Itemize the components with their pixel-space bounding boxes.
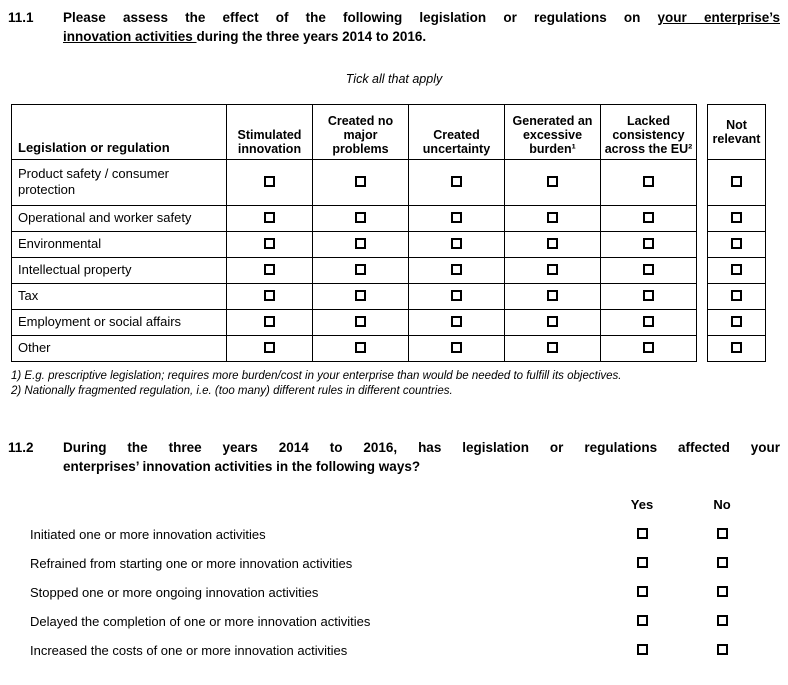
- row-label-delayed-completion: Delayed the completion of one or more innovation activities: [30, 614, 371, 629]
- table-row: [708, 232, 766, 258]
- column-header-created-no-major-problems: Created no major problems: [313, 105, 409, 160]
- checkbox[interactable]: [451, 212, 462, 223]
- checkbox[interactable]: [731, 316, 742, 327]
- checkbox[interactable]: [451, 264, 462, 275]
- question-11-2-line2: enterprises’ innovation activities in the following ways?: [63, 459, 421, 474]
- table-row: [708, 336, 766, 362]
- checkbox[interactable]: [451, 176, 462, 187]
- row-label-increased-costs: Increased the costs of one or more innovation activities: [30, 643, 348, 658]
- yes-cell: [602, 556, 682, 571]
- cell: [409, 232, 505, 258]
- cell: [313, 258, 409, 284]
- no-cell: [682, 527, 762, 542]
- checkbox[interactable]: [643, 238, 654, 249]
- cell: [313, 232, 409, 258]
- question-11-2-text: [63, 438, 780, 476]
- footnote-1: 1) E.g. prescriptive legislation; requires more burden/cost in your enterprise than would be needed to fulfill its objectives.: [11, 370, 622, 382]
- cell: [708, 284, 766, 310]
- column-header-not-relevant: Not relevant: [708, 105, 766, 160]
- no-cell: [682, 643, 762, 658]
- cell: [505, 160, 601, 206]
- checkbox[interactable]: [451, 238, 462, 249]
- yes-cell: [602, 527, 682, 542]
- legislation-table-area: [11, 104, 788, 362]
- checkbox[interactable]: [717, 557, 728, 568]
- cell: [227, 258, 313, 284]
- table-row: [708, 160, 766, 206]
- question-11-1-text: [63, 8, 780, 46]
- table-row: [12, 206, 697, 232]
- cell: [601, 284, 697, 310]
- cell: [409, 206, 505, 232]
- checkbox[interactable]: [355, 316, 366, 327]
- legislation-table: [11, 104, 697, 362]
- checkbox[interactable]: [731, 212, 742, 223]
- row-label-intellectual-property: Intellectual property: [12, 258, 227, 284]
- checkbox[interactable]: [547, 290, 558, 301]
- cell: [601, 336, 697, 362]
- question-11-1-number: 11.1: [8, 10, 34, 25]
- cell: [313, 206, 409, 232]
- table-header-row: [708, 105, 766, 160]
- footnote-2: 2) Nationally fragmented regulation, i.e. (too many) different rules in different countries.: [11, 385, 453, 397]
- checkbox[interactable]: [717, 586, 728, 597]
- list-item: [0, 549, 788, 578]
- row-label-refrained-starting: Refrained from starting one or more innovation activities: [30, 556, 353, 571]
- table-row: [708, 258, 766, 284]
- checkbox[interactable]: [643, 264, 654, 275]
- not-relevant-table: [707, 104, 766, 362]
- list-item: [0, 520, 788, 549]
- checkbox[interactable]: [355, 342, 366, 353]
- checkbox[interactable]: [547, 342, 558, 353]
- row-label-environmental: Environmental: [12, 232, 227, 258]
- checkbox[interactable]: [717, 528, 728, 539]
- cell: [505, 310, 601, 336]
- column-header-generated-excessive-burden: Generated an excessive burden¹: [505, 105, 601, 160]
- cell: [601, 310, 697, 336]
- checkbox[interactable]: [731, 342, 742, 353]
- list-item: [0, 578, 788, 607]
- question-11-2-line1: During the three years 2014 to 2016, has legislation or regulations affected your: [63, 440, 780, 455]
- spacer: [0, 497, 602, 512]
- checkbox[interactable]: [731, 264, 742, 275]
- yes-cell: [602, 643, 682, 658]
- checkbox[interactable]: [717, 644, 728, 655]
- table-row: [12, 336, 697, 362]
- cell: [313, 284, 409, 310]
- no-cell: [682, 614, 762, 629]
- table-row: [12, 160, 697, 206]
- checkbox[interactable]: [355, 176, 366, 187]
- cell: [227, 310, 313, 336]
- question-11-1-line2: [63, 27, 780, 46]
- cell: [227, 336, 313, 362]
- cell: [601, 206, 697, 232]
- checkbox[interactable]: [355, 264, 366, 275]
- cell: [227, 206, 313, 232]
- footnotes: [11, 369, 780, 399]
- cell: [313, 336, 409, 362]
- underlined-text: innovation activities: [63, 29, 197, 44]
- cell: [505, 232, 601, 258]
- cell: [409, 284, 505, 310]
- checkbox[interactable]: [717, 615, 728, 626]
- checkbox[interactable]: [264, 290, 275, 301]
- question-text: during the three years 2014 to 2016.: [196, 29, 427, 44]
- table-row: [12, 310, 697, 336]
- list-item: [0, 607, 788, 636]
- cell: [505, 336, 601, 362]
- question-11-2-rows: [0, 520, 788, 665]
- checkbox[interactable]: [643, 176, 654, 187]
- checkbox[interactable]: [355, 238, 366, 249]
- question-text: Please assess the effect of the following legislation or regulations on: [63, 10, 658, 25]
- cell: [708, 232, 766, 258]
- checkbox[interactable]: [264, 176, 275, 187]
- table-header-row: [12, 105, 697, 160]
- row-label-initiated-activities: Initiated one or more innovation activities: [30, 527, 266, 542]
- checkbox[interactable]: [451, 342, 462, 353]
- checkbox[interactable]: [547, 176, 558, 187]
- checkbox[interactable]: [264, 342, 275, 353]
- cell: [708, 310, 766, 336]
- checkbox[interactable]: [637, 528, 648, 539]
- cell: [409, 258, 505, 284]
- cell: [708, 160, 766, 206]
- column-header-lacked-consistency: Lacked consistency across the EU²: [601, 105, 697, 160]
- row-label-product-safety: Product safety / consumer protection: [12, 160, 227, 206]
- cell: [505, 258, 601, 284]
- cell: [505, 206, 601, 232]
- row-label-tax: Tax: [12, 284, 227, 310]
- no-cell: [682, 556, 762, 571]
- underlined-text: your enterprise’s: [657, 10, 780, 25]
- table-row: [12, 232, 697, 258]
- yes-cell: [602, 585, 682, 600]
- checkbox[interactable]: [264, 316, 275, 327]
- cell: [313, 310, 409, 336]
- cell: [409, 336, 505, 362]
- cell: [227, 232, 313, 258]
- cell: [601, 258, 697, 284]
- checkbox[interactable]: [643, 342, 654, 353]
- row-label-employment-social-affairs: Employment or social affairs: [12, 310, 227, 336]
- column-header-created-uncertainty: Created uncertainty: [409, 105, 505, 160]
- table-row: [12, 258, 697, 284]
- cell: [227, 160, 313, 206]
- yes-column-header: Yes: [630, 497, 654, 512]
- cell: [505, 284, 601, 310]
- cell: [601, 160, 697, 206]
- table-row: [708, 310, 766, 336]
- tick-all-instruction: Tick all that apply: [345, 72, 443, 86]
- yes-no-header: [0, 497, 788, 512]
- checkbox[interactable]: [643, 316, 654, 327]
- no-column-header: No: [713, 497, 731, 512]
- cell: [409, 310, 505, 336]
- question-11-1: [8, 8, 780, 46]
- table-row: [708, 284, 766, 310]
- row-header-label: Legislation or regulation: [12, 105, 227, 160]
- cell: [708, 258, 766, 284]
- checkbox[interactable]: [637, 615, 648, 626]
- no-cell: [682, 585, 762, 600]
- yes-cell: [602, 614, 682, 629]
- checkbox[interactable]: [643, 290, 654, 301]
- cell: [708, 336, 766, 362]
- checkbox[interactable]: [731, 238, 742, 249]
- checkbox[interactable]: [637, 557, 648, 568]
- cell: [227, 284, 313, 310]
- checkbox[interactable]: [547, 212, 558, 223]
- checkbox[interactable]: [731, 290, 742, 301]
- checkbox[interactable]: [264, 264, 275, 275]
- checkbox[interactable]: [264, 238, 275, 249]
- cell: [708, 206, 766, 232]
- question-11-2: [8, 438, 780, 476]
- checkbox[interactable]: [643, 212, 654, 223]
- cell: [601, 232, 697, 258]
- row-label-other: Other: [12, 336, 227, 362]
- table-row: [708, 206, 766, 232]
- question-11-2-number: 11.2: [8, 440, 34, 455]
- question-11-1-line1: [63, 8, 780, 27]
- checkbox[interactable]: [731, 176, 742, 187]
- table-row: [12, 284, 697, 310]
- checkbox[interactable]: [547, 238, 558, 249]
- checkbox[interactable]: [637, 586, 648, 597]
- checkbox[interactable]: [637, 644, 648, 655]
- checkbox[interactable]: [355, 212, 366, 223]
- checkbox[interactable]: [451, 316, 462, 327]
- cell: [409, 160, 505, 206]
- checkbox[interactable]: [355, 290, 366, 301]
- checkbox[interactable]: [547, 316, 558, 327]
- checkbox[interactable]: [547, 264, 558, 275]
- list-item: [0, 636, 788, 665]
- checkbox[interactable]: [264, 212, 275, 223]
- row-label-operational-worker-safety: Operational and worker safety: [12, 206, 227, 232]
- row-label-stopped-ongoing: Stopped one or more ongoing innovation activities: [30, 585, 319, 600]
- cell: [313, 160, 409, 206]
- checkbox[interactable]: [451, 290, 462, 301]
- column-header-stimulated-innovation: Stimulated innovation: [227, 105, 313, 160]
